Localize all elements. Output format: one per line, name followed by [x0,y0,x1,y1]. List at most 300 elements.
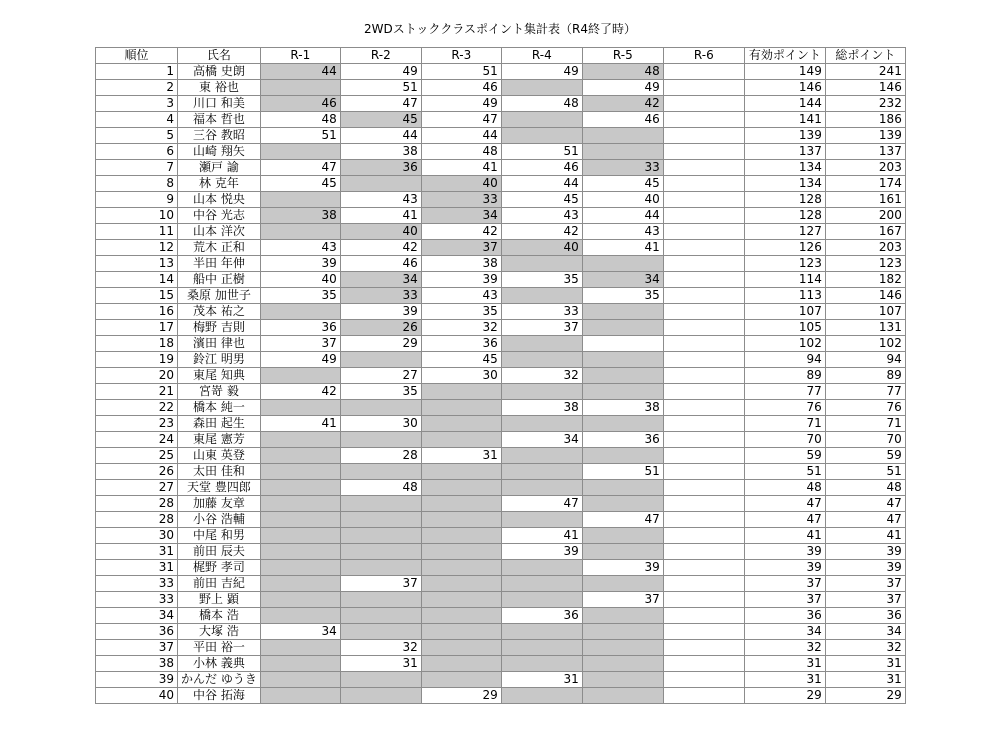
total-points-cell: 89 [825,368,905,384]
driver-name-cell: 梅野 吉則 [178,320,261,336]
rank-cell: 26 [96,464,178,480]
round-4-points-cell: 47 [501,496,582,512]
total-points-cell: 123 [825,256,905,272]
round-2-points-cell: 28 [340,448,421,464]
round-6-points-cell [663,384,744,400]
table-row [96,128,906,144]
round-5-points-cell [582,144,663,160]
rank-cell: 3 [96,96,178,112]
round-1-points-cell [260,480,340,496]
round-4-points-cell [501,560,582,576]
round-1-points-cell: 37 [260,336,340,352]
effective-points-cell: 114 [744,272,825,288]
round-4-points-cell [501,336,582,352]
round-1-points-cell [260,304,340,320]
round-2-points-cell: 26 [340,320,421,336]
header-row [96,48,906,64]
rank-cell: 39 [96,672,178,688]
round-3-points-cell: 39 [421,272,501,288]
effective-points-cell: 47 [744,496,825,512]
rank-cell: 2 [96,80,178,96]
round-6-points-cell [663,592,744,608]
round-3-points-cell: 48 [421,144,501,160]
round-1-points-cell [260,544,340,560]
rank-cell: 34 [96,608,178,624]
driver-name-cell: 濱田 律也 [178,336,261,352]
rank-cell: 28 [96,496,178,512]
table-row [96,240,906,256]
table-row [96,64,906,80]
round-6-points-cell [663,352,744,368]
round-3-points-cell: 30 [421,368,501,384]
round-3-points-cell: 49 [421,96,501,112]
round-2-points-cell [340,592,421,608]
effective-points-cell: 127 [744,224,825,240]
round-3-points-cell [421,480,501,496]
driver-name-cell: 高橋 史朗 [178,64,261,80]
round-3-points-cell: 33 [421,192,501,208]
round-1-points-cell [260,432,340,448]
total-points-cell: 137 [825,144,905,160]
round-1-points-cell [260,608,340,624]
rank-cell: 31 [96,560,178,576]
round-4-points-cell: 42 [501,224,582,240]
table-row [96,304,906,320]
effective-points-cell: 134 [744,160,825,176]
round-1-points-cell [260,224,340,240]
driver-name-cell: 瀬戸 諭 [178,160,261,176]
column-header-r2: R-2 [340,48,421,64]
round-3-points-cell: 45 [421,352,501,368]
rank-cell: 21 [96,384,178,400]
round-2-points-cell [340,688,421,704]
round-3-points-cell [421,496,501,512]
round-6-points-cell [663,464,744,480]
page-title: 2WDストッククラスポイント集計表（R4終了時） [364,22,636,36]
driver-name-cell: 半田 年伸 [178,256,261,272]
round-5-points-cell [582,624,663,640]
table-header [96,48,906,64]
table-row [96,96,906,112]
round-5-points-cell [582,640,663,656]
effective-points-cell: 139 [744,128,825,144]
effective-points-cell: 141 [744,112,825,128]
round-4-points-cell: 39 [501,544,582,560]
round-1-points-cell [260,576,340,592]
table-row [96,288,906,304]
column-header-r6: R-6 [663,48,744,64]
round-2-points-cell: 38 [340,144,421,160]
rank-cell: 16 [96,304,178,320]
round-1-points-cell: 38 [260,208,340,224]
rank-cell: 7 [96,160,178,176]
round-6-points-cell [663,496,744,512]
round-5-points-cell [582,320,663,336]
round-6-points-cell [663,576,744,592]
round-4-points-cell: 37 [501,320,582,336]
round-4-points-cell [501,416,582,432]
effective-points-cell: 126 [744,240,825,256]
round-1-points-cell: 42 [260,384,340,400]
round-5-points-cell [582,576,663,592]
total-points-cell: 29 [825,688,905,704]
driver-name-cell: 野上 顕 [178,592,261,608]
round-4-points-cell [501,640,582,656]
round-4-points-cell: 36 [501,608,582,624]
driver-name-cell: 山東 英登 [178,448,261,464]
round-3-points-cell [421,464,501,480]
total-points-cell: 39 [825,560,905,576]
table-row [96,560,906,576]
rank-cell: 31 [96,544,178,560]
round-5-points-cell: 48 [582,64,663,80]
round-2-points-cell: 51 [340,80,421,96]
round-2-points-cell: 37 [340,576,421,592]
effective-points-cell: 94 [744,352,825,368]
round-3-points-cell [421,528,501,544]
table-row [96,416,906,432]
total-points-cell: 36 [825,608,905,624]
round-2-points-cell: 35 [340,384,421,400]
driver-name-cell: 山本 洋次 [178,224,261,240]
round-4-points-cell [501,128,582,144]
round-5-points-cell: 44 [582,208,663,224]
column-header-r5: R-5 [582,48,663,64]
effective-points-cell: 39 [744,560,825,576]
round-4-points-cell [501,592,582,608]
table-row [96,464,906,480]
table-row [96,208,906,224]
table-row [96,512,906,528]
effective-points-cell: 134 [744,176,825,192]
round-3-points-cell [421,512,501,528]
round-6-points-cell [663,560,744,576]
total-points-cell: 41 [825,528,905,544]
round-5-points-cell: 49 [582,80,663,96]
table-row [96,400,906,416]
rank-cell: 18 [96,336,178,352]
round-6-points-cell [663,144,744,160]
round-5-points-cell [582,688,663,704]
round-2-points-cell: 36 [340,160,421,176]
round-4-points-cell [501,448,582,464]
round-4-points-cell: 51 [501,144,582,160]
round-5-points-cell [582,448,663,464]
total-points-cell: 94 [825,352,905,368]
driver-name-cell: 中尾 和男 [178,528,261,544]
effective-points-cell: 113 [744,288,825,304]
effective-points-cell: 29 [744,688,825,704]
round-3-points-cell [421,560,501,576]
table-row [96,544,906,560]
rank-cell: 25 [96,448,178,464]
rank-cell: 23 [96,416,178,432]
rank-cell: 14 [96,272,178,288]
round-5-points-cell: 45 [582,176,663,192]
rank-cell: 36 [96,624,178,640]
table-row [96,144,906,160]
round-5-points-cell: 46 [582,112,663,128]
table-row [96,336,906,352]
driver-name-cell: 平田 裕一 [178,640,261,656]
round-4-points-cell [501,512,582,528]
rank-cell: 19 [96,352,178,368]
round-6-points-cell [663,208,744,224]
table-row [96,528,906,544]
driver-name-cell: 中谷 拓海 [178,688,261,704]
driver-name-cell: 橋本 純一 [178,400,261,416]
round-5-points-cell: 33 [582,160,663,176]
table-row [96,448,906,464]
column-header-effective-points: 有効ポイント [744,48,825,64]
rank-cell: 38 [96,656,178,672]
round-2-points-cell [340,528,421,544]
column-header-r4: R-4 [501,48,582,64]
round-2-points-cell [340,560,421,576]
effective-points-cell: 32 [744,640,825,656]
round-2-points-cell: 44 [340,128,421,144]
round-5-points-cell [582,128,663,144]
effective-points-cell: 128 [744,208,825,224]
round-2-points-cell [340,608,421,624]
table-row [96,112,906,128]
round-6-points-cell [663,64,744,80]
round-4-points-cell [501,384,582,400]
rank-cell: 40 [96,688,178,704]
round-2-points-cell [340,544,421,560]
round-4-points-cell [501,624,582,640]
round-3-points-cell: 42 [421,224,501,240]
rank-cell: 8 [96,176,178,192]
round-5-points-cell: 36 [582,432,663,448]
round-1-points-cell: 45 [260,176,340,192]
effective-points-cell: 59 [744,448,825,464]
round-4-points-cell: 35 [501,272,582,288]
round-2-points-cell: 49 [340,64,421,80]
effective-points-cell: 31 [744,672,825,688]
round-1-points-cell [260,640,340,656]
effective-points-cell: 76 [744,400,825,416]
round-3-points-cell [421,656,501,672]
round-1-points-cell: 43 [260,240,340,256]
round-5-points-cell: 34 [582,272,663,288]
total-points-cell: 146 [825,80,905,96]
round-4-points-cell [501,288,582,304]
total-points-cell: 200 [825,208,905,224]
round-1-points-cell [260,592,340,608]
driver-name-cell: 山本 悦央 [178,192,261,208]
table-row [96,592,906,608]
driver-name-cell: 荒木 正和 [178,240,261,256]
table-row [96,256,906,272]
round-5-points-cell: 51 [582,464,663,480]
driver-name-cell: かんだ ゆうき [178,672,261,688]
round-6-points-cell [663,192,744,208]
round-5-points-cell: 37 [582,592,663,608]
total-points-cell: 76 [825,400,905,416]
round-6-points-cell [663,224,744,240]
total-points-cell: 203 [825,160,905,176]
effective-points-cell: 47 [744,512,825,528]
driver-name-cell: 前田 辰夫 [178,544,261,560]
table-row [96,624,906,640]
driver-name-cell: 東尾 知典 [178,368,261,384]
round-5-points-cell: 41 [582,240,663,256]
total-points-cell: 102 [825,336,905,352]
round-3-points-cell: 40 [421,176,501,192]
round-3-points-cell: 32 [421,320,501,336]
round-6-points-cell [663,336,744,352]
effective-points-cell: 37 [744,592,825,608]
round-3-points-cell: 44 [421,128,501,144]
total-points-cell: 174 [825,176,905,192]
round-4-points-cell: 33 [501,304,582,320]
effective-points-cell: 34 [744,624,825,640]
round-6-points-cell [663,304,744,320]
driver-name-cell: 宮嵜 毅 [178,384,261,400]
driver-name-cell: 船中 正樹 [178,272,261,288]
table-row [96,576,906,592]
round-6-points-cell [663,528,744,544]
driver-name-cell: 中谷 光志 [178,208,261,224]
round-3-points-cell [421,400,501,416]
round-3-points-cell: 46 [421,80,501,96]
round-3-points-cell: 51 [421,64,501,80]
round-6-points-cell [663,656,744,672]
round-3-points-cell [421,432,501,448]
rank-cell: 6 [96,144,178,160]
driver-name-cell: 茂本 祐之 [178,304,261,320]
round-2-points-cell: 27 [340,368,421,384]
driver-name-cell: 天堂 豊四郎 [178,480,261,496]
round-1-points-cell [260,656,340,672]
round-1-points-cell [260,400,340,416]
round-4-points-cell: 48 [501,96,582,112]
driver-name-cell: 太田 佳和 [178,464,261,480]
round-1-points-cell: 35 [260,288,340,304]
table-body [96,64,906,704]
round-4-points-cell: 41 [501,528,582,544]
table-row [96,224,906,240]
driver-name-cell: 川口 和美 [178,96,261,112]
rank-cell: 17 [96,320,178,336]
rank-cell: 37 [96,640,178,656]
round-6-points-cell [663,624,744,640]
driver-name-cell: 山崎 翔矢 [178,144,261,160]
round-2-points-cell [340,400,421,416]
round-2-points-cell [340,496,421,512]
rank-cell: 4 [96,112,178,128]
round-3-points-cell [421,576,501,592]
round-5-points-cell [582,304,663,320]
round-4-points-cell: 31 [501,672,582,688]
effective-points-cell: 146 [744,80,825,96]
round-2-points-cell: 39 [340,304,421,320]
round-1-points-cell: 51 [260,128,340,144]
effective-points-cell: 89 [744,368,825,384]
rank-cell: 30 [96,528,178,544]
round-2-points-cell: 33 [340,288,421,304]
round-1-points-cell [260,368,340,384]
round-2-points-cell: 29 [340,336,421,352]
round-6-points-cell [663,272,744,288]
round-4-points-cell [501,464,582,480]
driver-name-cell: 大塚 浩 [178,624,261,640]
round-5-points-cell [582,528,663,544]
round-6-points-cell [663,432,744,448]
driver-name-cell: 小谷 浩輔 [178,512,261,528]
round-5-points-cell [582,672,663,688]
round-1-points-cell: 39 [260,256,340,272]
round-2-points-cell [340,624,421,640]
driver-name-cell: 森田 起生 [178,416,261,432]
effective-points-cell: 128 [744,192,825,208]
column-header-total-points: 総ポイント [825,48,905,64]
driver-name-cell: 桑原 加世子 [178,288,261,304]
round-2-points-cell [340,432,421,448]
driver-name-cell: 加藤 友章 [178,496,261,512]
round-4-points-cell: 44 [501,176,582,192]
rank-cell: 22 [96,400,178,416]
round-4-points-cell [501,656,582,672]
rank-cell: 27 [96,480,178,496]
total-points-cell: 47 [825,496,905,512]
round-3-points-cell: 36 [421,336,501,352]
round-2-points-cell: 30 [340,416,421,432]
round-1-points-cell: 44 [260,64,340,80]
total-points-cell: 241 [825,64,905,80]
round-6-points-cell [663,448,744,464]
total-points-cell: 232 [825,96,905,112]
round-3-points-cell: 34 [421,208,501,224]
table-row [96,320,906,336]
round-2-points-cell: 31 [340,656,421,672]
round-1-points-cell [260,528,340,544]
effective-points-cell: 31 [744,656,825,672]
round-3-points-cell [421,608,501,624]
rank-cell: 11 [96,224,178,240]
total-points-cell: 39 [825,544,905,560]
round-6-points-cell [663,96,744,112]
table-row [96,384,906,400]
round-3-points-cell: 43 [421,288,501,304]
round-2-points-cell: 43 [340,192,421,208]
round-3-points-cell: 37 [421,240,501,256]
round-3-points-cell [421,544,501,560]
total-points-cell: 167 [825,224,905,240]
effective-points-cell: 70 [744,432,825,448]
total-points-cell: 47 [825,512,905,528]
round-5-points-cell [582,368,663,384]
round-5-points-cell: 39 [582,560,663,576]
round-6-points-cell [663,512,744,528]
round-3-points-cell [421,592,501,608]
total-points-cell: 51 [825,464,905,480]
round-5-points-cell [582,656,663,672]
round-5-points-cell [582,336,663,352]
rank-cell: 12 [96,240,178,256]
round-1-points-cell [260,496,340,512]
round-3-points-cell: 38 [421,256,501,272]
total-points-cell: 182 [825,272,905,288]
round-5-points-cell [582,416,663,432]
table-row [96,272,906,288]
round-3-points-cell [421,624,501,640]
round-5-points-cell [582,352,663,368]
round-6-points-cell [663,400,744,416]
round-5-points-cell [582,496,663,512]
total-points-cell: 139 [825,128,905,144]
